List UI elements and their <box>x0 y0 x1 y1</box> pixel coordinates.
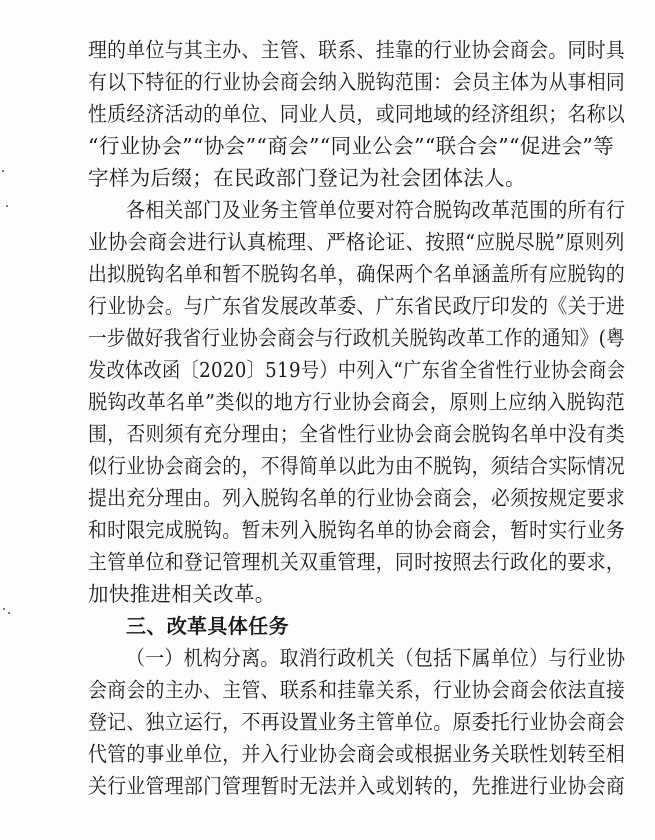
text-line: 似行业协会商会的，不得简单以此为由不脱钩，须结合实际情况 <box>88 454 626 478</box>
text-line: 业协会商会进行认真梳理、严格论证、按照“应脱尽脱”原则列 <box>88 230 625 254</box>
text-line: 脱钩改革名单”类似的地方行业协会商会，原则上应纳入脱钩范 <box>88 390 626 414</box>
scan-speck <box>2 170 4 172</box>
text-line: 加快推进相关改革。 <box>88 582 276 606</box>
section-heading: 三、改革具体任务 <box>126 614 289 638</box>
text-line: 会商会的主办、主管、联系和挂靠关系，行业协会商会依法直接 <box>88 678 626 702</box>
text-line: 理的单位与其主办、主管、联系、挂靠的行业协会商会。同时具 <box>88 38 626 62</box>
text-line: 一步做好我省行业协会商会与行政机关脱钩改革工作的通知》(粤 <box>88 326 626 350</box>
text-line: 发改体改函〔2020〕519号）中列入“广东省全省性行业协会商会 <box>88 358 626 382</box>
text-line: 围，否则须有充分理由；全省性行业协会商会脱钩名单中没有类 <box>88 422 626 446</box>
text-line: 有以下特征的行业协会商会纳入脱钩范围：会员主体为从事相同 <box>88 70 626 94</box>
text-line: 行业协会。与广东省发展改革委、广东省民政厅印发的《关于进 <box>88 294 626 318</box>
text-line: 各相关部门及业务主管单位要对符合脱钩改革范围的所有行 <box>126 198 626 222</box>
text-line: 和时限完成脱钩。暂未列入脱钩名单的协会商会，暂时实行业务 <box>88 518 626 542</box>
text-line: 字样为后缀；在民政部门登记为社会团体法人。 <box>88 166 526 190</box>
text-line: 主管单位和登记管理机关双重管理，同时按照去行政化的要求， <box>88 550 626 574</box>
scan-speck <box>8 612 10 614</box>
text-line: 关行业管理部门管理暂时无法并入或划转的，先推进行业协会商 <box>88 774 626 798</box>
text-line: 提出充分理由。列入脱钩名单的行业协会商会，必须按规定要求 <box>88 486 626 510</box>
scan-speck <box>6 205 8 207</box>
text-line: 代管的事业单位，并入行业协会商会或根据业务关联性划转至相 <box>88 742 626 766</box>
text-line: “行业协会”“协会”“商会”“同业公会”“联合会”“促进会”等 <box>88 134 615 158</box>
text-line: 出拟脱钩名单和暂不脱钩名单，确保两个名单涵盖所有应脱钩的 <box>88 262 626 286</box>
text-line: 性质经济活动的单位、同业人员，或同地域的经济组织；名称以 <box>88 102 626 126</box>
text-line: （一）机构分离。取消行政机关（包括下属单位）与行业协 <box>126 646 626 670</box>
scan-speck <box>3 608 5 610</box>
text-line: 登记、独立运行，不再设置业务主管单位。原委托行业协会商会 <box>88 710 626 734</box>
